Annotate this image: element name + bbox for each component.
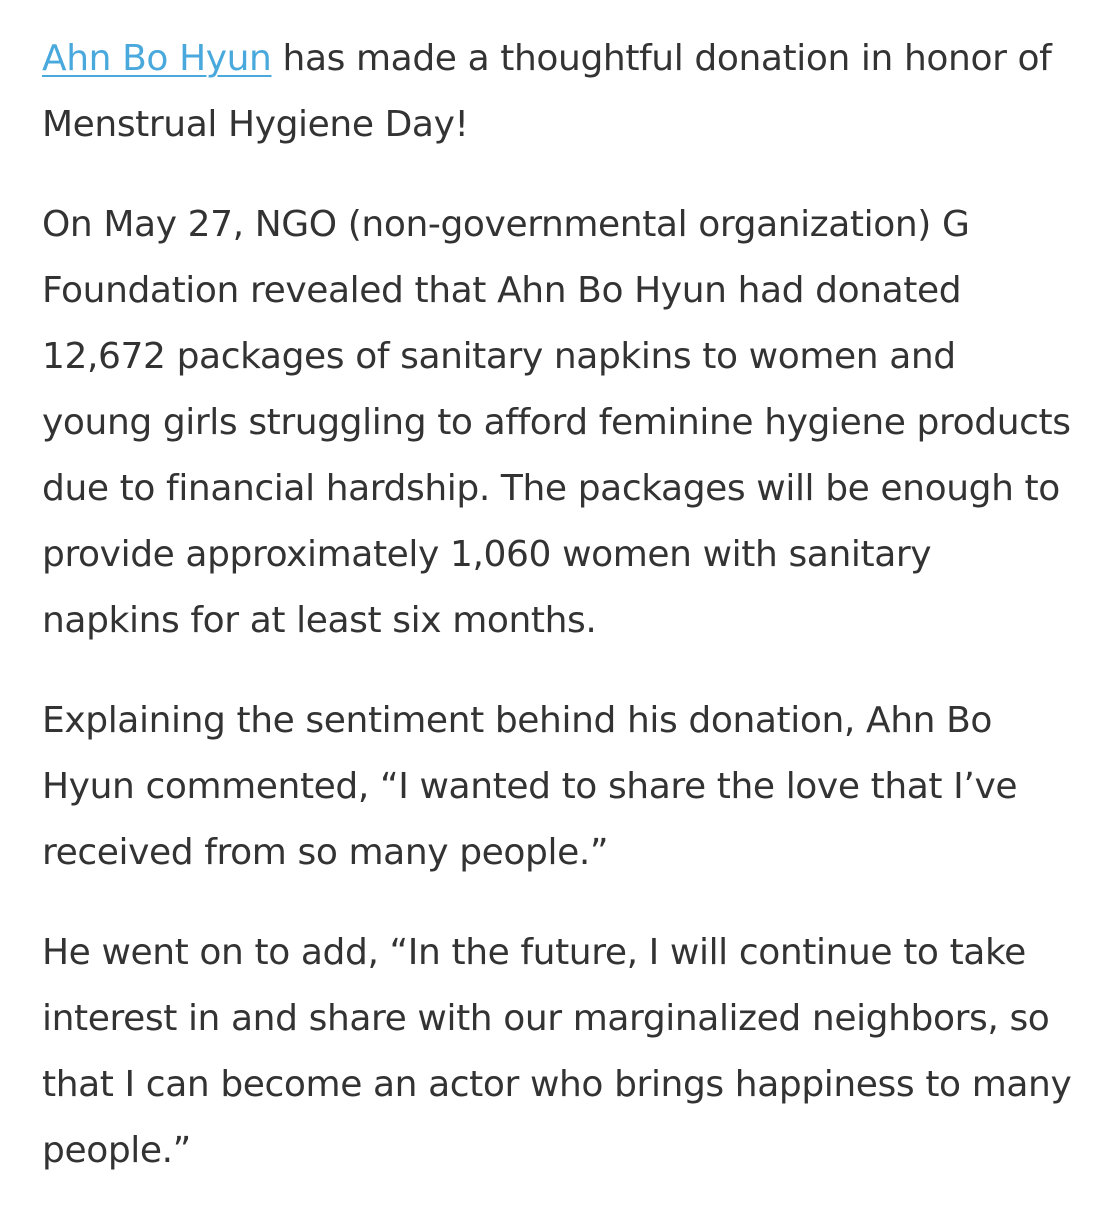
paragraph-intro-text: has made a thoughtful donation in honor of Menstrual Hygiene Day! <box>42 38 1052 145</box>
ahn-bo-hyun-link[interactable]: Ahn Bo Hyun <box>42 38 272 79</box>
paragraph-donation-details: On May 27, NGO (non-governmental organization) G Foundation revealed that Ahn Bo Hyun had donated 12,672 packages of sanitary napkins to women and young girls struggling to afford feminine hygiene products due to financial hardship. The packages will be enough to provide approximately 1,060 women with sanitary napkins for at least six months. <box>42 204 1071 641</box>
paragraph-future-quote: He went on to add, “In the future, I will continue to take interest in and share with our marginalized neighbors, so that I can become an actor who brings happiness to many people.” <box>42 932 1072 1171</box>
article-body <box>42 26 1072 1218</box>
paragraph-comment: Explaining the sentiment behind his donation, Ahn Bo Hyun commented, “I wanted to share the love that I’ve received from so many people.” <box>42 700 1018 873</box>
paragraph-intro <box>42 26 1072 158</box>
